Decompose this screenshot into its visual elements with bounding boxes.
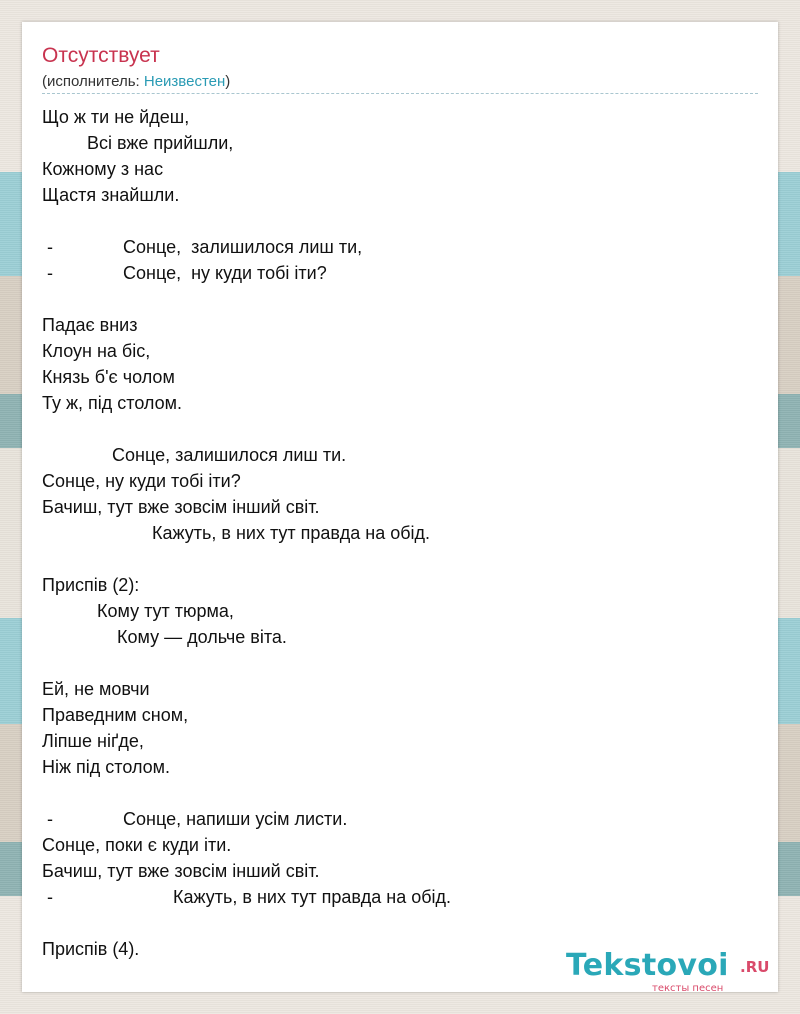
lyric-line: Падає вниз xyxy=(42,315,138,335)
site-logo[interactable] xyxy=(566,948,776,992)
performer-link[interactable]: Неизвестен xyxy=(143,73,226,90)
performer-suffix: ) xyxy=(225,73,231,90)
lyric-line: Всі вже прийшли, xyxy=(42,133,234,153)
lyric-line: Бачиш, тут вже зовсім інший світ. xyxy=(42,497,320,517)
lyric-line: Праведним сном, xyxy=(42,705,189,725)
lyric-line: - Сонце, ну куди тобі іти? xyxy=(42,263,327,283)
lyric-line: Клоун на біс, xyxy=(42,341,151,361)
lyric-line: Кому тут тюрма, xyxy=(42,601,234,621)
lyric-line: Що ж ти не йдеш, xyxy=(42,107,190,127)
lyric-line: Приспів (2): xyxy=(42,575,140,595)
lyric-line: Сонце, залишилося лиш ти. xyxy=(42,445,347,465)
performer-line xyxy=(42,73,230,90)
lyric-line: Сонце, поки є куди іти. xyxy=(42,835,232,855)
logo-tagline: тексты песен xyxy=(652,983,724,994)
lyric-line: Кажуть, в них тут правда на обід. xyxy=(42,523,431,543)
lyric-line: - Кажуть, в них тут правда на обід. xyxy=(42,887,452,907)
lyric-line xyxy=(42,910,758,936)
lyrics-card xyxy=(22,22,778,992)
lyric-line xyxy=(42,286,758,312)
lyric-line: Ліпше ніґде, xyxy=(42,731,144,751)
lyric-line xyxy=(42,546,758,572)
lyric-line: Сонце, ну куди тобі іти? xyxy=(42,471,241,491)
logo-domain: .RU xyxy=(740,958,770,976)
logo-wordmark: Tekstovoi xyxy=(566,948,729,983)
lyric-line xyxy=(42,416,758,442)
lyric-line: Ей, не мовчи xyxy=(42,679,150,699)
performer-prefix: (исполнитель: xyxy=(42,73,144,90)
lyric-line xyxy=(42,650,758,676)
lyrics-text xyxy=(42,104,758,962)
lyric-line: - Сонце, залишилося лиш ти, xyxy=(42,237,363,257)
lyric-line: Кожному з нас xyxy=(42,159,164,179)
lyric-line xyxy=(42,208,758,234)
lyric-line: Ту ж, під столом. xyxy=(42,393,183,413)
lyric-line: Ніж під столом. xyxy=(42,757,171,777)
lyric-line: Кому — дольче віта. xyxy=(42,627,287,647)
song-title: Отсутствует xyxy=(42,44,160,67)
lyric-line xyxy=(42,780,758,806)
lyric-line: Бачиш, тут вже зовсім інший світ. xyxy=(42,861,320,881)
lyric-line: Приспів (4). xyxy=(42,939,140,959)
lyric-line: Щастя знайшли. xyxy=(42,185,180,205)
title-divider xyxy=(42,93,758,94)
lyric-line: - Сонце, напиши усім листи. xyxy=(42,809,348,829)
lyric-line: Князь б'є чолом xyxy=(42,367,175,387)
